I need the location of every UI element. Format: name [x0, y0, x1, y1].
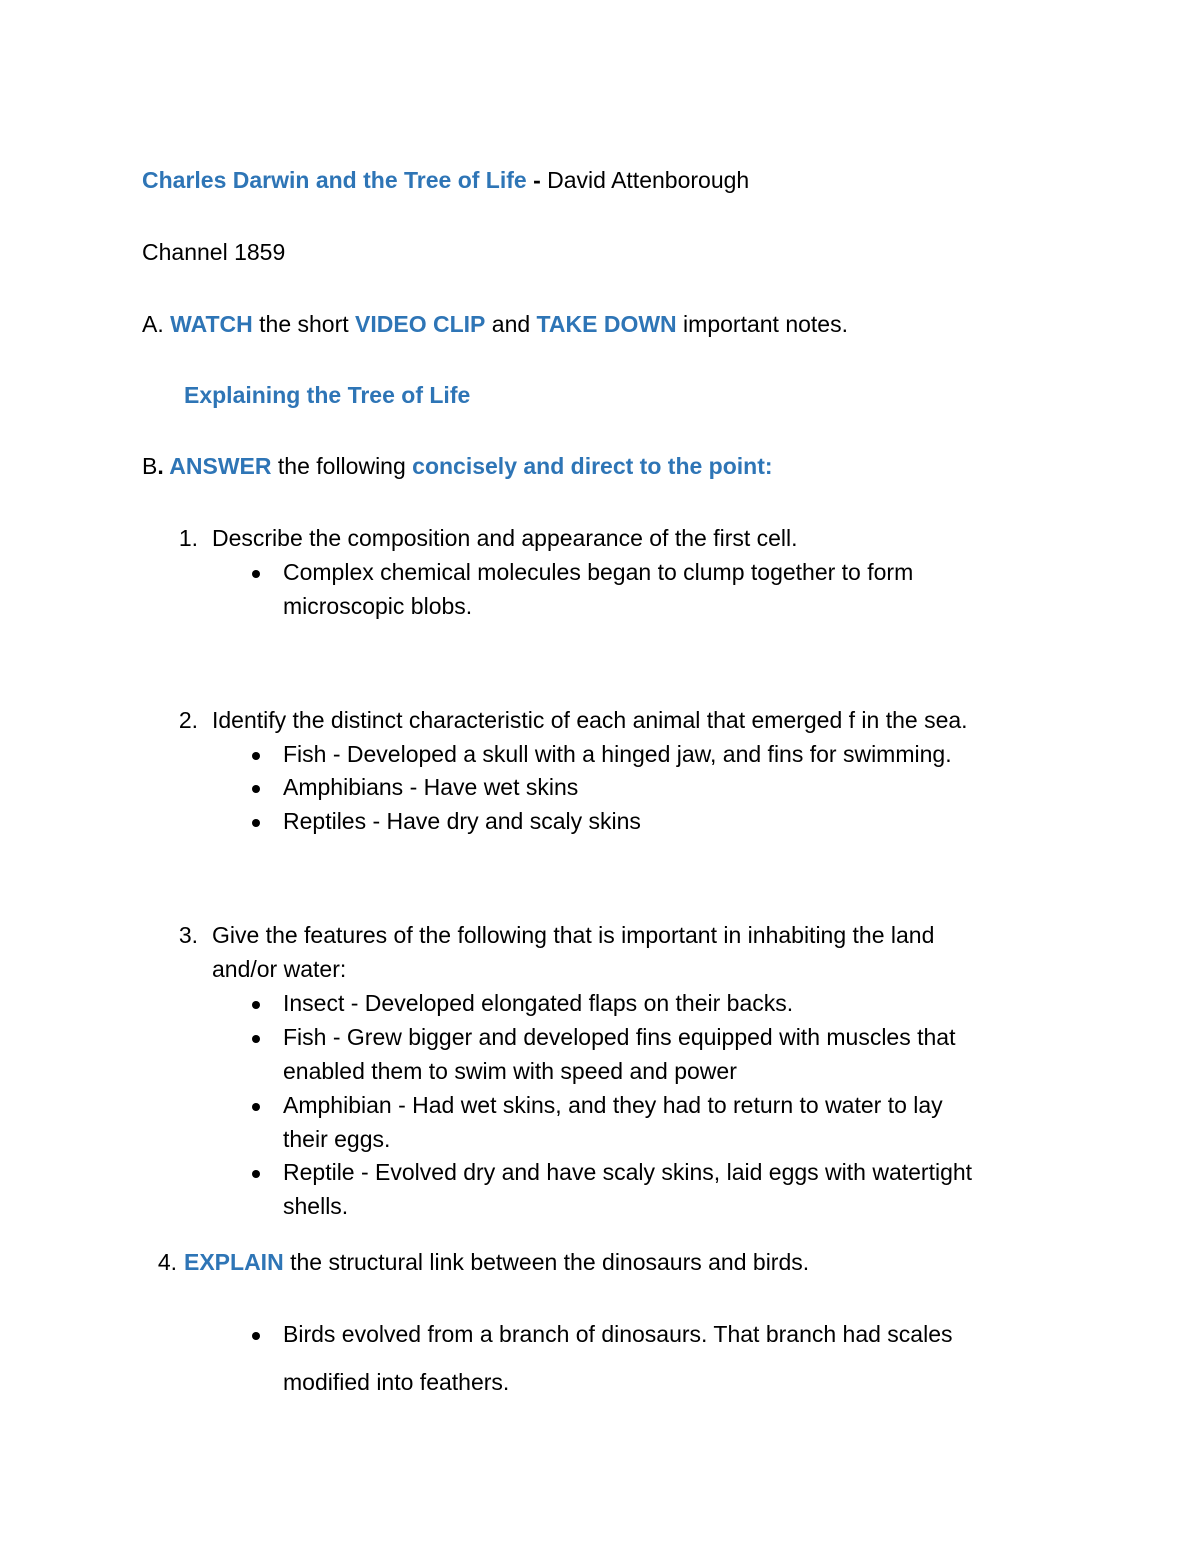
section-a-text-1: the short: [252, 311, 356, 337]
bullet-icon: [252, 785, 260, 793]
question-text: [184, 1248, 809, 1276]
bullet-icon: [252, 570, 260, 578]
document-title: Charles Darwin and the Tree of Life: [142, 167, 527, 193]
bullet-icon: [252, 752, 260, 760]
answer-line: Birds evolved from a branch of dinosaurs. That branch had scales: [283, 1321, 953, 1347]
title-separator: -: [526, 167, 548, 193]
question-text-rest: the structural link between the dinosaurs and birds.: [283, 1249, 810, 1275]
section-a-prefix: A.: [142, 311, 171, 337]
concise-keyword: concisely and direct to the point:: [412, 453, 773, 479]
explaining-subheading: Explaining the Tree of Life: [184, 382, 471, 408]
document-title-line: [142, 166, 749, 194]
explain-keyword: EXPLAIN: [184, 1249, 284, 1275]
section-a-instruction: [142, 310, 848, 338]
section-b-instruction: [142, 452, 773, 480]
bullet-icon: [252, 1170, 260, 1178]
question-number: 4.: [157, 1249, 177, 1275]
bullet-icon: [252, 1103, 260, 1111]
answer-line: Amphibian - Had wet skins, and they had to return to water to lay: [283, 1092, 943, 1118]
answer-line: enabled them to swim with speed and power: [283, 1058, 737, 1084]
question-text: Give the features of the following that is important in inhabiting the land: [212, 922, 935, 948]
answer-line: Amphibians - Have wet skins: [283, 774, 579, 800]
question-text: and/or water:: [212, 956, 347, 982]
answer-line: Fish - Grew bigger and developed fins equipped with muscles that: [283, 1024, 956, 1050]
channel-label: Channel 1859: [142, 239, 286, 265]
title-author: David Attenborough: [547, 167, 750, 193]
question-text: Describe the composition and appearance of the first cell.: [212, 525, 798, 551]
question-number: 3.: [178, 922, 198, 948]
answer-line: Insect - Developed elongated flaps on their backs.: [283, 990, 794, 1016]
section-b-prefix: B: [142, 453, 158, 479]
section-a-text-2: and: [485, 311, 537, 337]
answer-line: Reptiles - Have dry and scaly skins: [283, 808, 641, 834]
section-b-text: the following: [271, 453, 413, 479]
video-clip-keyword: VIDEO CLIP: [355, 311, 486, 337]
answer-line: microscopic blobs.: [283, 593, 473, 619]
bullet-icon: [252, 1035, 260, 1043]
question-number: 2.: [178, 707, 198, 733]
answer-line: Complex chemical molecules began to clump together to form: [283, 559, 914, 585]
take-down-keyword: TAKE DOWN: [536, 311, 677, 337]
watch-keyword: WATCH: [170, 311, 253, 337]
answer-keyword: ANSWER: [169, 453, 272, 479]
bullet-icon: [252, 819, 260, 827]
answer-line: Reptile - Evolved dry and have scaly skins, laid eggs with watertight: [283, 1159, 973, 1185]
question-number: 1.: [178, 525, 198, 551]
question-text: Identify the distinct characteristic of each animal that emerged f in the sea.: [212, 707, 968, 733]
section-a-text-3: important notes.: [676, 311, 848, 337]
answer-line: shells.: [283, 1193, 349, 1219]
answer-line: Fish - Developed a skull with a hinged jaw, and fins for swimming.: [283, 741, 952, 767]
section-b-dot: .: [157, 453, 170, 479]
bullet-icon: [252, 1001, 260, 1009]
answer-line: modified into feathers.: [283, 1369, 510, 1395]
answer-line: their eggs.: [283, 1126, 391, 1152]
bullet-icon: [252, 1332, 260, 1340]
